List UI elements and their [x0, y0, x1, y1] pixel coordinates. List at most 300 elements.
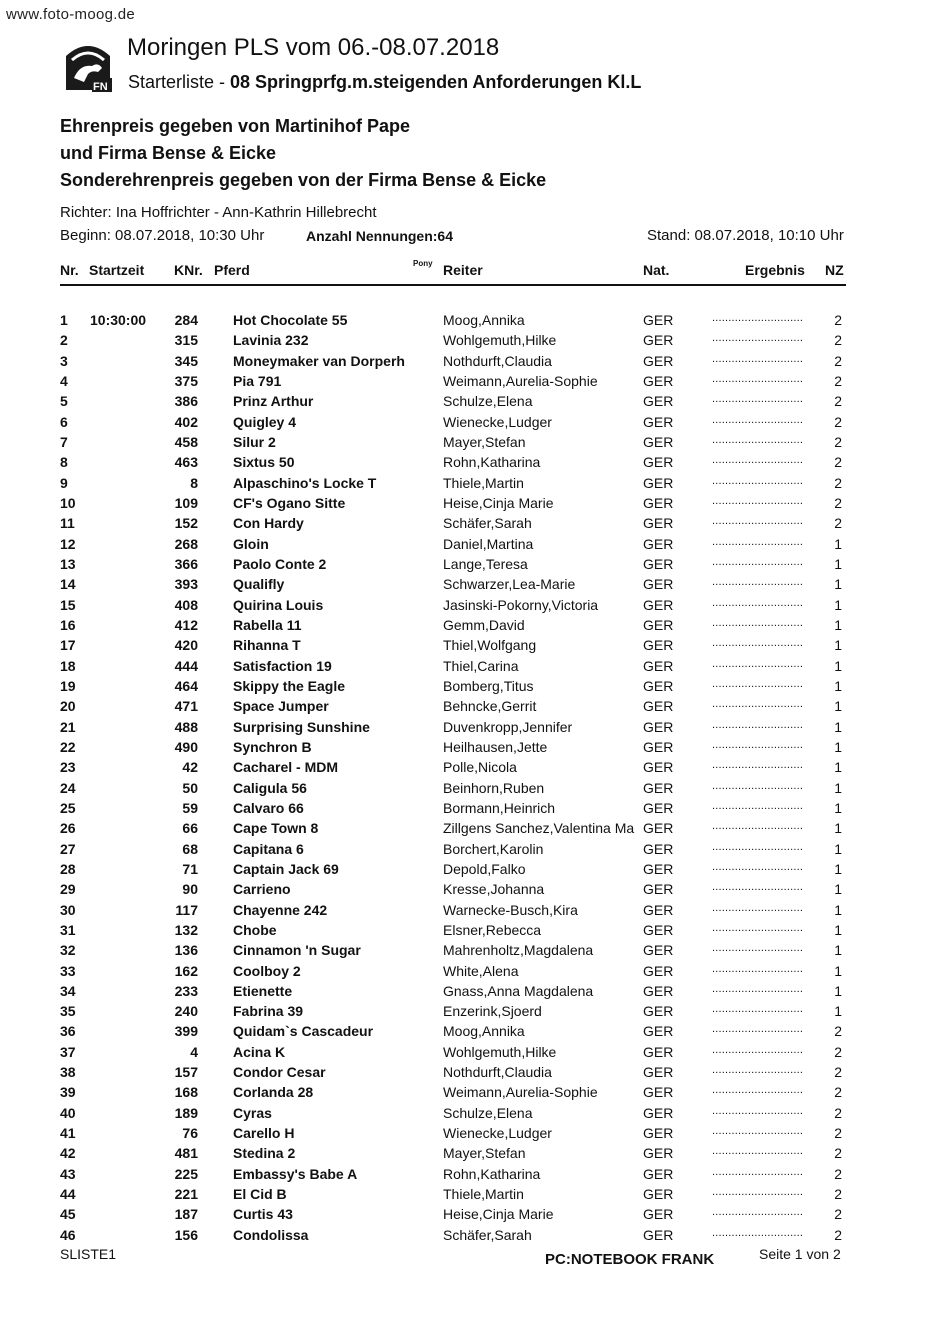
- row-nr: 24: [60, 779, 76, 796]
- row-horse: Qualifly: [233, 576, 285, 593]
- row-nr: 4: [60, 372, 68, 389]
- fn-logo-icon: [62, 38, 114, 92]
- row-knr: 117: [175, 901, 198, 918]
- row-knr: 315: [174, 332, 198, 349]
- row-nat: GER: [643, 1064, 674, 1081]
- row-nat: GER: [643, 657, 674, 674]
- row-nz: 1: [834, 637, 842, 654]
- row-knr: 66: [182, 820, 198, 837]
- row-nr: 29: [60, 881, 76, 898]
- row-rider: Mayer,Stefan: [443, 433, 526, 450]
- table-row: [0, 373, 950, 393]
- row-nat: GER: [643, 738, 674, 755]
- row-nr: 1: [60, 312, 68, 328]
- row-rider: Jasinski-Pokorny,Victoria: [443, 596, 599, 613]
- row-nat: GER: [643, 535, 674, 552]
- row-nz: 2: [834, 1043, 842, 1060]
- row-horse: Gloin: [233, 535, 269, 552]
- row-result-placeholder: ............................: [712, 1064, 804, 1077]
- row-knr: 8: [190, 474, 198, 491]
- row-knr: 481: [174, 1145, 198, 1162]
- row-nz: 2: [834, 1125, 842, 1142]
- row-knr: 420: [174, 637, 198, 654]
- row-horse: Pia 791: [233, 372, 282, 389]
- row-rider: Bormann,Heinrich: [443, 799, 556, 816]
- table-row: [0, 861, 950, 881]
- row-rider: Heise,Cinja Marie: [443, 494, 554, 511]
- row-nat: GER: [643, 860, 674, 877]
- row-nat: GER: [643, 494, 674, 511]
- row-knr: 284: [174, 312, 198, 328]
- table-row: [0, 475, 950, 495]
- row-nr: 16: [60, 616, 76, 633]
- row-knr: 189: [174, 1104, 198, 1121]
- row-result-placeholder: ............................: [712, 1003, 804, 1016]
- row-knr: 375: [174, 372, 198, 389]
- row-result-placeholder: ............................: [712, 901, 804, 914]
- row-result-placeholder: ............................: [712, 982, 804, 995]
- row-nat: GER: [643, 576, 674, 593]
- row-nr: 42: [60, 1145, 76, 1162]
- row-nz: 2: [834, 494, 842, 511]
- row-nz: 2: [834, 474, 842, 491]
- row-nz: 1: [834, 1003, 842, 1020]
- row-nr: 21: [60, 718, 76, 735]
- row-knr: 68: [182, 840, 198, 857]
- row-rider: Zillgens Sanchez,Valentina Ma: [443, 820, 635, 837]
- row-nz: 1: [834, 596, 842, 613]
- row-rider: Schäfer,Sarah: [443, 515, 532, 532]
- row-knr: 157: [174, 1064, 198, 1081]
- row-rider: Behncke,Gerrit: [443, 698, 537, 715]
- row-nat: GER: [643, 1084, 674, 1101]
- row-result-placeholder: ............................: [712, 881, 804, 894]
- table-row: [0, 515, 950, 535]
- row-nz: 1: [834, 840, 842, 857]
- row-rider: Duvenkropp,Jennifer: [443, 718, 573, 735]
- prize-line-2: und Firma Bense & Eicke: [60, 143, 277, 163]
- row-nat: GER: [643, 637, 674, 654]
- row-knr: 444: [174, 657, 198, 674]
- table-row: [0, 1227, 950, 1247]
- row-nat: GER: [643, 677, 674, 694]
- table-row: [0, 1084, 950, 1104]
- row-horse: Skippy the Eagle: [233, 677, 346, 694]
- row-result-placeholder: ............................: [712, 698, 804, 711]
- row-nat: GER: [643, 454, 674, 471]
- row-knr: 50: [182, 779, 198, 796]
- row-nr: 46: [60, 1226, 76, 1243]
- col-header-nat: Nat.: [643, 262, 670, 278]
- row-nat: GER: [643, 555, 674, 572]
- row-horse: Condor Cesar: [233, 1064, 326, 1081]
- table-row: [0, 1145, 950, 1165]
- table-row: [0, 800, 950, 820]
- row-rider: Schwarzer,Lea-Marie: [443, 576, 576, 593]
- table-row: [0, 841, 950, 861]
- row-nr: 19: [60, 677, 76, 694]
- row-knr: 464: [174, 677, 198, 694]
- row-nr: 41: [60, 1125, 76, 1142]
- row-nz: 1: [834, 718, 842, 735]
- row-horse: Stedina 2: [233, 1145, 296, 1162]
- row-rider: Moog,Annika: [443, 312, 525, 328]
- row-result-placeholder: ............................: [712, 860, 804, 873]
- row-knr: 402: [174, 413, 198, 430]
- row-nz: 2: [834, 515, 842, 532]
- row-nz: 2: [834, 1206, 842, 1223]
- row-nz: 2: [834, 1145, 842, 1162]
- row-nat: GER: [643, 332, 674, 349]
- row-nat: GER: [643, 779, 674, 796]
- entry-count: Anzahl Nennungen:64: [306, 228, 454, 244]
- row-nz: 2: [834, 1064, 842, 1081]
- table-row: [0, 1166, 950, 1186]
- col-header-horse: Pferd: [214, 262, 250, 278]
- row-nat: GER: [643, 942, 674, 959]
- row-result-placeholder: ............................: [712, 1145, 804, 1158]
- row-nr: 40: [60, 1104, 76, 1121]
- table-row: [0, 353, 950, 373]
- svg-text:FN: FN: [93, 81, 108, 92]
- row-rider: Mayer,Stefan: [443, 1145, 526, 1162]
- row-result-placeholder: ............................: [712, 962, 804, 975]
- row-nz: 1: [834, 799, 842, 816]
- row-result-placeholder: ............................: [712, 657, 804, 670]
- row-knr: 90: [182, 881, 198, 898]
- row-nz: 1: [834, 942, 842, 959]
- row-result-placeholder: ............................: [712, 596, 804, 609]
- row-nz: 1: [834, 921, 842, 938]
- row-horse: Rabella 11: [233, 616, 302, 633]
- row-rider: Schäfer,Sarah: [443, 1226, 532, 1243]
- row-nr: 28: [60, 860, 76, 877]
- row-result-placeholder: ............................: [712, 433, 804, 446]
- table-row: [0, 312, 950, 332]
- row-knr: 152: [174, 515, 198, 532]
- table-row: [0, 414, 950, 434]
- row-knr: 240: [174, 1003, 198, 1020]
- page-subtitle: [128, 72, 641, 93]
- row-nat: GER: [643, 881, 674, 898]
- row-nr: 36: [60, 1023, 76, 1040]
- row-nr: 7: [60, 433, 68, 450]
- table-row: [0, 780, 950, 800]
- col-header-result: Ergebnis: [745, 262, 805, 278]
- row-knr: 412: [174, 616, 198, 633]
- row-knr: 399: [174, 1023, 198, 1040]
- row-rider: Thiel,Carina: [443, 657, 519, 674]
- row-result-placeholder: ............................: [712, 494, 804, 507]
- row-rider: Kresse,Johanna: [443, 881, 545, 898]
- row-horse: Space Jumper: [233, 698, 329, 715]
- row-rider: Warnecke-Busch,Kira: [443, 901, 578, 918]
- row-nz: 1: [834, 881, 842, 898]
- row-nz: 2: [834, 372, 842, 389]
- row-nat: GER: [643, 759, 674, 776]
- status-time: Stand: 08.07.2018, 10:10 Uhr: [647, 227, 844, 244]
- start-time: Beginn: 08.07.2018, 10:30 Uhr: [60, 227, 265, 244]
- prize-line-3: Sonderehrenpreis gegeben von der Firma Bense & Eicke: [60, 170, 547, 190]
- row-result-placeholder: ............................: [712, 1023, 804, 1036]
- page-number: Seite 1 von 2: [759, 1246, 841, 1262]
- row-nr: 35: [60, 1003, 76, 1020]
- row-nat: GER: [643, 1043, 674, 1060]
- pc-name: PC:NOTEBOOK FRANK: [545, 1251, 715, 1268]
- row-horse: Calvaro 66: [233, 799, 304, 816]
- table-row: [0, 556, 950, 576]
- row-nat: GER: [643, 596, 674, 613]
- table-row: [0, 820, 950, 840]
- row-rider: Wohlgemuth,Hilke: [443, 1043, 557, 1060]
- row-knr: 187: [174, 1206, 198, 1223]
- table-row: [0, 698, 950, 718]
- row-nz: 1: [834, 657, 842, 674]
- row-nat: GER: [643, 352, 674, 369]
- row-nr: 9: [60, 474, 68, 491]
- row-rider: White,Alena: [443, 962, 519, 979]
- row-rider: Wienecke,Ludger: [443, 413, 552, 430]
- row-nz: 2: [834, 433, 842, 450]
- row-nr: 2: [60, 332, 68, 349]
- table-row: [0, 739, 950, 759]
- row-horse: Carello H: [233, 1125, 295, 1142]
- row-rider: Weimann,Aurelia-Sophie: [443, 1084, 598, 1101]
- row-knr: 42: [182, 759, 198, 776]
- row-horse: CF's Ogano Sitte: [233, 494, 346, 511]
- row-nat: GER: [643, 820, 674, 837]
- row-nr: 22: [60, 738, 76, 755]
- row-nat: GER: [643, 982, 674, 999]
- row-horse: Satisfaction 19: [233, 657, 332, 674]
- row-horse: Caligula 56: [233, 779, 307, 796]
- starter-list: [0, 312, 950, 1247]
- row-knr: 76: [182, 1125, 198, 1142]
- row-horse: Etienette: [233, 982, 293, 999]
- row-knr: 59: [182, 799, 198, 816]
- table-row: [0, 617, 950, 637]
- row-nr: 33: [60, 962, 76, 979]
- row-horse: Moneymaker van Dorperh: [233, 352, 405, 369]
- row-result-placeholder: ............................: [712, 555, 804, 568]
- row-knr: 136: [174, 942, 198, 959]
- row-nz: 1: [834, 576, 842, 593]
- row-horse: Coolboy 2: [233, 962, 301, 979]
- row-result-placeholder: ............................: [712, 738, 804, 751]
- row-horse: Prinz Arthur: [233, 393, 314, 410]
- row-rider: Heise,Cinja Marie: [443, 1206, 554, 1223]
- row-knr: 71: [182, 860, 198, 877]
- row-nz: 2: [834, 413, 842, 430]
- table-row: [0, 1125, 950, 1145]
- row-nr: 5: [60, 393, 68, 410]
- row-rider: Schulze,Elena: [443, 393, 533, 410]
- page-title: Moringen PLS vom 06.-08.07.2018: [127, 34, 500, 61]
- row-result-placeholder: ............................: [712, 535, 804, 548]
- row-horse: Quigley 4: [233, 413, 297, 430]
- row-result-placeholder: ............................: [712, 779, 804, 792]
- row-rider: Mahrenholtz,Magdalena: [443, 942, 594, 959]
- row-horse: Alpaschino's Locke T: [233, 474, 377, 491]
- row-horse: Capitana 6: [233, 840, 304, 857]
- row-rider: Daniel,Martina: [443, 535, 534, 552]
- row-rider: Thiele,Martin: [443, 474, 524, 491]
- row-knr: 458: [174, 433, 198, 450]
- row-nr: 17: [60, 637, 76, 654]
- row-horse: Con Hardy: [233, 515, 304, 532]
- row-nr: 15: [60, 596, 76, 613]
- row-nat: GER: [643, 1206, 674, 1223]
- row-nr: 23: [60, 759, 76, 776]
- row-nz: 1: [834, 738, 842, 755]
- table-row: [0, 637, 950, 657]
- row-nat: GER: [643, 1104, 674, 1121]
- table-row: [0, 759, 950, 779]
- competition-name: 08 Springprfg.m.steigenden Anforderungen Kl.L: [230, 72, 642, 92]
- col-header-nr: Nr.: [60, 262, 79, 278]
- row-rider: Wohlgemuth,Hilke: [443, 332, 557, 349]
- row-nr: 37: [60, 1043, 76, 1060]
- row-result-placeholder: ............................: [712, 1104, 804, 1117]
- table-row: [0, 942, 950, 962]
- col-header-rider: Reiter: [443, 262, 483, 278]
- row-nr: 45: [60, 1206, 76, 1223]
- row-rider: Elsner,Rebecca: [443, 921, 542, 938]
- table-row: [0, 902, 950, 922]
- row-result-placeholder: ............................: [712, 1043, 804, 1056]
- row-horse: El Cid B: [233, 1186, 287, 1203]
- row-rider: Thiele,Martin: [443, 1186, 524, 1203]
- table-row: [0, 454, 950, 474]
- row-horse: Lavinia 232: [233, 332, 309, 349]
- row-nz: 1: [834, 535, 842, 552]
- row-rider: Borchert,Karolin: [443, 840, 544, 857]
- row-nr: 12: [60, 535, 76, 552]
- table-row: [0, 1023, 950, 1043]
- row-nz: 2: [834, 1084, 842, 1101]
- row-horse: Hot Chocolate 55: [233, 312, 348, 328]
- row-nr: 44: [60, 1186, 76, 1203]
- row-knr: 132: [174, 921, 198, 938]
- row-horse: Sixtus 50: [233, 454, 295, 471]
- row-nz: 2: [834, 1023, 842, 1040]
- row-knr: 221: [174, 1186, 198, 1203]
- row-nz: 1: [834, 759, 842, 776]
- row-knr: 386: [174, 393, 198, 410]
- row-horse: Embassy's Babe A: [233, 1165, 358, 1182]
- row-rider: Lange,Teresa: [443, 555, 528, 572]
- row-horse: Synchron B: [233, 738, 312, 755]
- table-row: [0, 1186, 950, 1206]
- row-rider: Weimann,Aurelia-Sophie: [443, 372, 598, 389]
- table-row: [0, 495, 950, 515]
- row-rider: Polle,Nicola: [443, 759, 517, 776]
- row-nat: GER: [643, 1003, 674, 1020]
- row-nz: 2: [834, 393, 842, 410]
- table-row: [0, 332, 950, 352]
- row-nat: GER: [643, 393, 674, 410]
- table-row: [0, 434, 950, 454]
- row-rider: Nothdurft,Claudia: [443, 352, 552, 369]
- row-knr: 268: [174, 535, 198, 552]
- row-horse: Acina K: [233, 1043, 286, 1060]
- row-knr: 471: [174, 698, 198, 715]
- row-nat: GER: [643, 901, 674, 918]
- row-horse: Chayenne 242: [233, 901, 328, 918]
- row-nr: 27: [60, 840, 76, 857]
- row-horse: Curtis 43: [233, 1206, 293, 1223]
- table-row: [0, 1206, 950, 1226]
- row-nr: 26: [60, 820, 76, 837]
- row-rider: Nothdurft,Claudia: [443, 1064, 552, 1081]
- row-result-placeholder: ............................: [712, 1165, 804, 1178]
- table-row: [0, 1105, 950, 1125]
- table-row: [0, 678, 950, 698]
- table-row: [0, 1064, 950, 1084]
- row-knr: 109: [174, 494, 198, 511]
- row-nr: 8: [60, 454, 68, 471]
- table-row: [0, 576, 950, 596]
- row-nr: 13: [60, 555, 76, 572]
- row-result-placeholder: ............................: [712, 1186, 804, 1199]
- row-nr: 18: [60, 657, 76, 674]
- row-nat: GER: [643, 1145, 674, 1162]
- row-horse: Quirina Louis: [233, 596, 324, 613]
- row-nz: 2: [834, 352, 842, 369]
- row-result-placeholder: ............................: [712, 1206, 804, 1219]
- table-row: [0, 1044, 950, 1064]
- table-row: [0, 922, 950, 942]
- row-horse: Cape Town 8: [233, 820, 319, 837]
- table-row: [0, 1003, 950, 1023]
- row-nat: GER: [643, 372, 674, 389]
- row-result-placeholder: ............................: [712, 1226, 804, 1239]
- col-header-knr: KNr.: [174, 262, 203, 278]
- row-nr: 38: [60, 1064, 76, 1081]
- row-knr: 393: [174, 576, 198, 593]
- table-row: [0, 881, 950, 901]
- row-knr: 488: [174, 718, 198, 735]
- row-result-placeholder: ............................: [712, 718, 804, 731]
- row-result-placeholder: ............................: [712, 799, 804, 812]
- row-result-placeholder: ............................: [712, 454, 804, 467]
- row-rider: Gemm,David: [443, 616, 525, 633]
- list-id: SLISTE1: [60, 1246, 117, 1262]
- row-nz: 1: [834, 555, 842, 572]
- row-nz: 1: [834, 982, 842, 999]
- row-nat: GER: [643, 1186, 674, 1203]
- row-result-placeholder: ............................: [712, 393, 804, 406]
- row-rider: Wienecke,Ludger: [443, 1125, 552, 1142]
- row-result-placeholder: ............................: [712, 352, 804, 365]
- row-result-placeholder: ............................: [712, 677, 804, 690]
- row-result-placeholder: ............................: [712, 515, 804, 528]
- judges: Richter: Ina Hoffrichter - Ann-Kathrin Hillebrecht: [60, 204, 377, 221]
- header-divider: [60, 284, 846, 286]
- row-result-placeholder: ............................: [712, 1084, 804, 1097]
- row-nz: 1: [834, 820, 842, 837]
- row-nr: 32: [60, 942, 76, 959]
- subtitle-prefix: Starterliste -: [128, 72, 231, 92]
- row-nz: 1: [834, 962, 842, 979]
- row-nz: 2: [834, 1104, 842, 1121]
- row-result-placeholder: ............................: [712, 921, 804, 934]
- row-result-placeholder: ............................: [712, 616, 804, 629]
- row-rider: Rohn,Katharina: [443, 454, 541, 471]
- row-rider: Thiel,Wolfgang: [443, 637, 537, 654]
- row-nz: 1: [834, 901, 842, 918]
- row-nr: 31: [60, 921, 76, 938]
